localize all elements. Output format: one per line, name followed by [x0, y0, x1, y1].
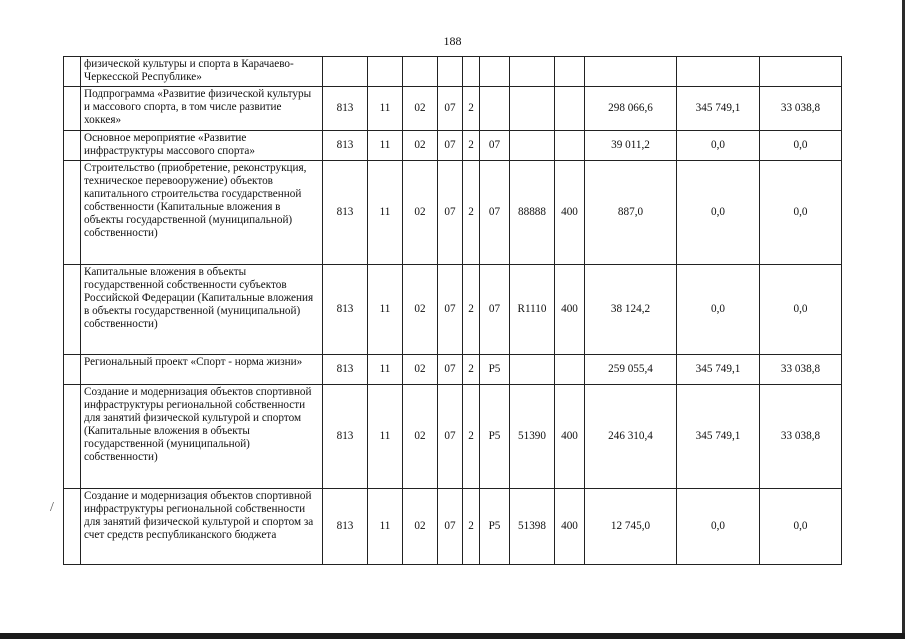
cell-sum-2: 0,0: [677, 265, 760, 355]
cell-vr: 400: [555, 385, 585, 489]
cell-sum-1: [585, 57, 677, 87]
cell-cs2: 2: [463, 489, 480, 565]
cell-pr: 02: [403, 131, 438, 161]
row-margin-cell: [64, 131, 81, 161]
cell-cs4: [510, 57, 555, 87]
cell-sum-2: 0,0: [677, 161, 760, 265]
cell-vr: [555, 131, 585, 161]
cell-sum-3: 0,0: [760, 265, 842, 355]
table-row: [64, 385, 842, 489]
cell-pr: 02: [403, 161, 438, 265]
cell-gr: 813: [323, 385, 368, 489]
cell-rz: 11: [368, 355, 403, 385]
cell-pr: 02: [403, 489, 438, 565]
cell-cs1: 07: [438, 489, 463, 565]
cell-cs1: 07: [438, 131, 463, 161]
cell-sum-2: 345 749,1: [677, 87, 760, 131]
scan-margin-mark: /: [50, 500, 54, 515]
table-row: [64, 161, 842, 265]
cell-rz: 11: [368, 385, 403, 489]
table-row: [64, 131, 842, 161]
cell-cs3: P5: [480, 489, 510, 565]
cell-pr: [403, 57, 438, 87]
page-number: 188: [443, 34, 462, 48]
cell-gr: 813: [323, 355, 368, 385]
cell-cs1: [438, 57, 463, 87]
cell-cs4: 88888: [510, 161, 555, 265]
cell-sum-3: 33 038,8: [760, 87, 842, 131]
cell-vr: 400: [555, 489, 585, 565]
cell-cs4: [510, 355, 555, 385]
cell-cs3: P5: [480, 355, 510, 385]
cell-sum-2: 0,0: [677, 489, 760, 565]
cell-cs3: P5: [480, 385, 510, 489]
cell-sum-3: 0,0: [760, 489, 842, 565]
cell-gr: 813: [323, 87, 368, 131]
cell-cs3: 07: [480, 265, 510, 355]
cell-pr: 02: [403, 355, 438, 385]
row-name: Региональный проект «Спорт - норма жизни»: [81, 355, 323, 385]
cell-pr: 02: [403, 385, 438, 489]
cell-sum-3: 0,0: [760, 161, 842, 265]
cell-rz: [368, 57, 403, 87]
cell-cs2: 2: [463, 161, 480, 265]
cell-sum-2: [677, 57, 760, 87]
cell-cs2: [463, 57, 480, 87]
cell-cs1: 07: [438, 355, 463, 385]
row-name: Строительство (приобретение, реконструкция, техническое перевооружение) объектов капитального строительства государственной собственности (Капитальные вложения в объекты государственной (муниципальной) собственности): [81, 161, 323, 265]
cell-gr: [323, 57, 368, 87]
cell-sum-2: 345 749,1: [677, 355, 760, 385]
cell-cs3: [480, 87, 510, 131]
cell-cs4: [510, 131, 555, 161]
cell-cs4: 51390: [510, 385, 555, 489]
cell-cs1: 07: [438, 87, 463, 131]
table-row: [64, 489, 842, 565]
cell-cs1: 07: [438, 161, 463, 265]
cell-sum-1: 38 124,2: [585, 265, 677, 355]
row-margin-cell: [64, 489, 81, 565]
cell-rz: 11: [368, 265, 403, 355]
cell-sum-1: 298 066,6: [585, 87, 677, 131]
cell-pr: 02: [403, 265, 438, 355]
budget-table: [63, 56, 842, 565]
cell-gr: 813: [323, 489, 368, 565]
cell-sum-3: [760, 57, 842, 87]
table-row: [64, 355, 842, 385]
cell-sum-2: 0,0: [677, 131, 760, 161]
row-margin-cell: [64, 161, 81, 265]
cell-sum-1: 39 011,2: [585, 131, 677, 161]
cell-cs4: R1110: [510, 265, 555, 355]
cell-gr: 813: [323, 131, 368, 161]
cell-vr: 400: [555, 161, 585, 265]
cell-pr: 02: [403, 87, 438, 131]
cell-rz: 11: [368, 87, 403, 131]
cell-cs1: 07: [438, 385, 463, 489]
cell-vr: [555, 57, 585, 87]
cell-vr: 400: [555, 265, 585, 355]
cell-sum-3: 0,0: [760, 131, 842, 161]
row-margin-cell: [64, 355, 81, 385]
cell-cs2: 2: [463, 131, 480, 161]
scan-bottom-edge: [0, 633, 905, 639]
cell-cs1: 07: [438, 265, 463, 355]
cell-cs4: 51398: [510, 489, 555, 565]
cell-sum-1: 12 745,0: [585, 489, 677, 565]
cell-cs2: 2: [463, 265, 480, 355]
cell-rz: 11: [368, 131, 403, 161]
cell-sum-2: 345 749,1: [677, 385, 760, 489]
row-margin-cell: [64, 385, 81, 489]
row-name: Создание и модернизация объектов спортивной инфраструктуры региональной собственности для занятий физической культурой и спортом за счет средств республиканского бюджета: [81, 489, 323, 565]
cell-sum-1: 259 055,4: [585, 355, 677, 385]
cell-rz: 11: [368, 161, 403, 265]
cell-gr: 813: [323, 265, 368, 355]
cell-cs4: [510, 87, 555, 131]
cell-rz: 11: [368, 489, 403, 565]
table-row: [64, 57, 842, 87]
cell-cs2: 2: [463, 355, 480, 385]
table-row: [64, 87, 842, 131]
cell-cs2: 2: [463, 385, 480, 489]
row-name: Создание и модернизация объектов спортивной инфраструктуры региональной собственности для занятий физической культурой и спортом (Капитальные вложения в объекты государственной (муниципальной) собственности): [81, 385, 323, 489]
cell-cs2: 2: [463, 87, 480, 131]
cell-vr: [555, 87, 585, 131]
cell-sum-1: 887,0: [585, 161, 677, 265]
row-margin-cell: [64, 87, 81, 131]
cell-gr: 813: [323, 161, 368, 265]
row-name: Капитальные вложения в объекты государственной собственности субъектов Российской Федерации (Капитальные вложения в объекты государственной (муниципальной) собственности): [81, 265, 323, 355]
row-name: Подпрограмма «Развитие физической культуры и массового спорта, в том числе развитие хоккея»: [81, 87, 323, 131]
cell-cs3: 07: [480, 131, 510, 161]
cell-cs3: [480, 57, 510, 87]
cell-sum-3: 33 038,8: [760, 385, 842, 489]
row-margin-cell: [64, 265, 81, 355]
cell-vr: [555, 355, 585, 385]
cell-sum-3: 33 038,8: [760, 355, 842, 385]
table-row: [64, 265, 842, 355]
cell-sum-1: 246 310,4: [585, 385, 677, 489]
cell-cs3: 07: [480, 161, 510, 265]
row-margin-cell: [64, 57, 81, 87]
row-name: Основное мероприятие «Развитие инфраструктуры массового спорта»: [81, 131, 323, 161]
row-name: физической культуры и спорта в Карачаево-Черкесской Республике»: [81, 57, 323, 87]
